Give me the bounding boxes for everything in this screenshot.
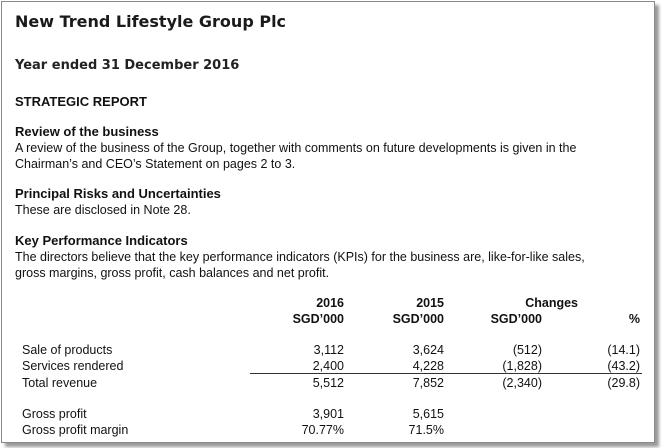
table-cell-change: (1,828) (502, 359, 542, 373)
review-heading: Review of the business (15, 124, 159, 139)
table-cell-pct: (43.2) (607, 359, 640, 373)
header-2016: 2016 (316, 296, 344, 310)
header-pct: % (628, 312, 640, 326)
header-unit-change: SGD’000 (490, 312, 542, 326)
table-cell-2016: 70.77% (301, 423, 344, 437)
total-rule (250, 373, 642, 374)
section-heading: STRATEGIC REPORT (15, 94, 147, 109)
table-row-label: Gross profit (22, 407, 87, 421)
document-page (1, 1, 655, 443)
company-title: New Trend Lifestyle Group Plc (15, 12, 287, 31)
table-row-label: Sale of products (22, 343, 113, 357)
header-unit-2016: SGD’000 (292, 312, 344, 326)
table-cell-change: (2,340) (502, 376, 542, 390)
kpi-line-1: The directors believe that the key performance indicators (KPIs) for the business are, like-for-like sales, (15, 250, 585, 264)
table-cell-2016: 2,400 (312, 359, 344, 373)
risks-heading: Principal Risks and Uncertainties (15, 186, 221, 201)
risks-text: These are disclosed in Note 28. (15, 203, 191, 217)
header-unit-2015: SGD’000 (392, 312, 444, 326)
table-cell-2016: 5,512 (312, 376, 344, 390)
table-cell-pct: (29.8) (607, 376, 640, 390)
table-cell-2015: 7,852 (412, 376, 444, 390)
table-cell-pct: (14.1) (607, 343, 640, 357)
table-row-label: Total revenue (22, 376, 98, 390)
kpi-line-2: gross margins, gross profit, cash balances and net profit. (15, 266, 330, 280)
period-subtitle: Year ended 31 December 2016 (15, 58, 240, 73)
review-line-1: A review of the business of the Group, together with comments on future developments is given in the (15, 141, 577, 155)
table-cell-2015: 3,624 (412, 343, 444, 357)
kpi-heading: Key Performance Indicators (15, 233, 188, 248)
table-row-label: Services rendered (22, 359, 124, 373)
header-changes: Changes (525, 296, 578, 310)
table-cell-2015: 5,615 (412, 407, 444, 421)
table-cell-2015: 71.5% (408, 423, 444, 437)
table-cell-2016: 3,112 (313, 343, 344, 357)
review-line-2: Chairman’s and CEO’s Statement on pages 2 to 3. (15, 157, 296, 171)
table-row-label: Gross profit margin (22, 423, 129, 437)
table-cell-change: (512) (512, 343, 542, 357)
header-2015: 2015 (416, 296, 444, 310)
table-cell-2015: 4,228 (412, 359, 444, 373)
table-cell-2016: 3,901 (312, 407, 344, 421)
